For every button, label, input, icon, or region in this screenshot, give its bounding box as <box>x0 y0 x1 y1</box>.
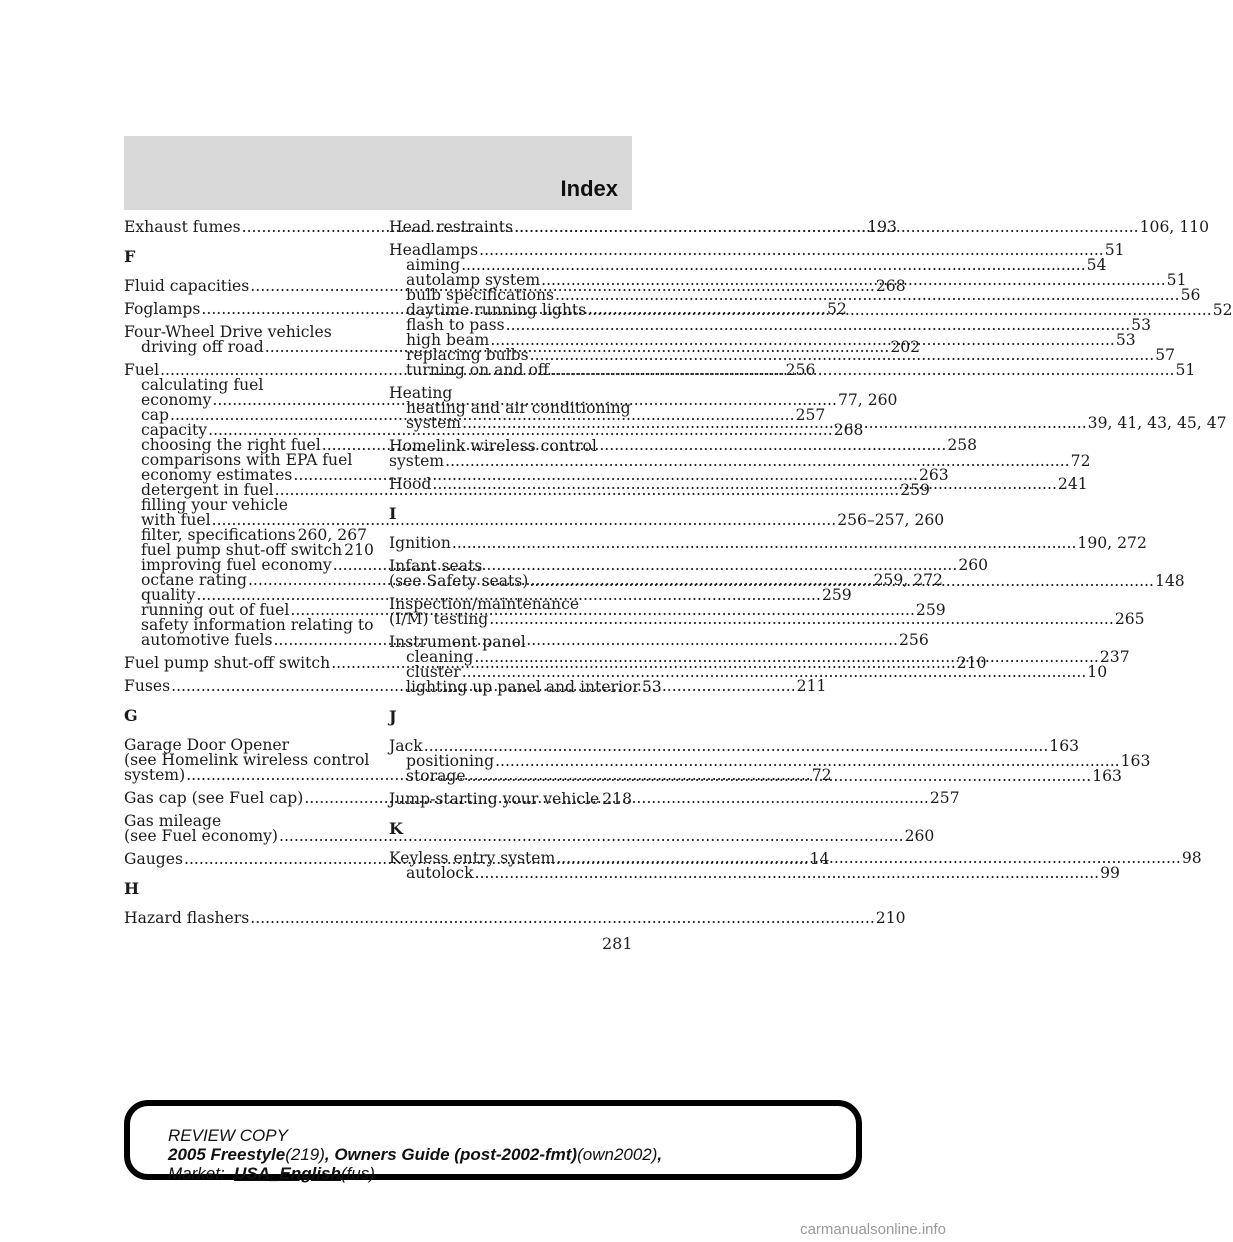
dot-leader <box>462 416 1087 431</box>
entry-term: heating and air conditioning <box>406 399 631 417</box>
entry-term: running out of fuel <box>141 601 290 619</box>
model-name: 2005 Freestyle <box>168 1145 286 1164</box>
entry-term: Ignition <box>389 534 451 552</box>
entry-term: Heating <box>389 384 453 402</box>
index-entry-line <box>389 534 1147 552</box>
entry-page-ref: 259 <box>915 601 946 619</box>
entry-page-ref: 53 <box>1115 331 1136 349</box>
entry-term: bulb specifications <box>406 286 555 304</box>
entry-term: (see Fuel economy) <box>124 827 278 845</box>
guide-code: (own2002) <box>577 1145 658 1164</box>
entry-page-ref: 53 <box>1131 316 1152 334</box>
index-entry <box>389 534 1147 552</box>
entry-page-ref: 10 <box>1087 663 1108 681</box>
entry-page-ref: 106, 110 <box>1139 218 1210 236</box>
entry-page-ref: 260, 267 <box>297 526 368 544</box>
page-number: 281 <box>602 934 633 953</box>
entry-term: Fuses <box>124 677 171 695</box>
entry-page-ref: 257 <box>929 789 960 807</box>
entry-term: Homelink wireless control <box>389 437 597 455</box>
entry-term: autolock <box>406 864 474 882</box>
entry-page-ref: 265 <box>1114 610 1145 628</box>
entry-page-ref: 163 <box>1092 767 1122 785</box>
entry-page-ref: 258 <box>947 436 978 454</box>
index-entry-line <box>389 792 632 807</box>
entry-term: filter, specifications <box>141 526 296 544</box>
entry-page-ref: 202 <box>890 338 921 356</box>
entry-page-ref: 51 <box>1175 361 1196 379</box>
entry-term: quality <box>141 586 196 604</box>
entry-page-ref: 241 <box>1057 475 1088 493</box>
entry-page-ref: 268 <box>833 421 864 439</box>
entry-term: flash to pass <box>406 316 505 334</box>
guide-name: , Owners Guide (post-2002-fmt) <box>324 1145 578 1164</box>
dot-leader <box>489 612 1114 627</box>
entry-term: system) <box>124 766 186 784</box>
entry-term: Head restraints <box>389 218 514 236</box>
dot-leader <box>514 220 1139 235</box>
entry-page-ref: 218 <box>602 790 632 808</box>
entry-page-ref: 51 <box>1166 271 1187 289</box>
dot-leader <box>529 571 1154 589</box>
entry-page-ref: 257 <box>795 406 826 424</box>
entry-term: turning on and off <box>406 361 549 379</box>
entry-term: (I/M) testing <box>389 610 489 628</box>
entry-term: autolamp system <box>406 271 541 289</box>
index-letter-heading: F <box>124 247 136 266</box>
entry-page-ref: 256 <box>899 631 929 649</box>
entry-page-ref: 53 <box>641 678 662 696</box>
index-entry-line <box>124 827 935 845</box>
dot-leader <box>550 363 1175 378</box>
entry-term: Keyless entry system <box>389 849 556 867</box>
index-entry <box>124 909 906 927</box>
market-label: Market: <box>168 1164 225 1183</box>
entry-page-ref: 163 <box>1120 752 1151 770</box>
entry-term: Fluid capacities <box>124 277 250 295</box>
index-subentry-line <box>389 678 662 696</box>
entry-term: economy <box>141 391 212 409</box>
market-code: (fus) <box>340 1164 375 1183</box>
index-letter-heading: I <box>389 504 397 523</box>
entry-term: detergent in fuel <box>141 481 274 499</box>
entry-term: with fuel <box>141 511 211 529</box>
entry-page-ref: 56 <box>1180 286 1201 304</box>
index-letter-heading: J <box>389 707 397 726</box>
entry-page-ref: 98 <box>1181 849 1202 867</box>
entry-term: driving off road <box>141 338 264 356</box>
entry-page-ref: 39, 41, 43, 45, 47 <box>1087 414 1227 432</box>
entry-page-ref: 77, 260 <box>837 391 898 409</box>
market-name: USA_English <box>234 1164 341 1183</box>
entry-term: cap <box>141 406 170 424</box>
entry-page-ref: 99 <box>1100 864 1120 882</box>
dot-leader <box>445 454 1070 469</box>
entry-term: Foglamps <box>124 300 201 318</box>
entry-term: comparisons with EPA fuel <box>141 451 353 469</box>
entry-page-ref: 268 <box>875 277 906 295</box>
index-letter-heading: H <box>124 879 140 898</box>
entry-term: system <box>389 452 445 470</box>
entry-page-ref: 263 <box>918 466 949 484</box>
entry-term: Fuel <box>124 361 160 379</box>
entry-term: automotive fuels <box>141 631 273 649</box>
entry-term: replacing bulbs <box>406 346 529 364</box>
entry-page-ref: 163 <box>1049 737 1080 755</box>
dot-leader <box>250 911 875 926</box>
entry-page-ref: 72 <box>811 766 832 784</box>
entry-term: Exhaust fumes <box>124 218 241 236</box>
entry-page-ref: 52 <box>1212 301 1233 319</box>
dot-leader <box>475 866 1100 881</box>
entry-term: cleaning <box>406 648 474 666</box>
entry-term: calculating fuel <box>141 376 264 394</box>
watermark: carmanualsonline.info <box>800 1221 946 1238</box>
model-line <box>168 1145 662 1164</box>
entry-term: capacity <box>141 421 208 439</box>
entry-term: Jack <box>389 737 423 755</box>
entry-term: positioning <box>406 752 495 770</box>
entry-term: safety information relating to <box>141 616 374 634</box>
header-band <box>124 136 632 210</box>
entry-page-ref: 260 <box>904 827 935 845</box>
dot-leader <box>600 792 601 807</box>
index-entry <box>389 792 632 807</box>
market-line <box>168 1164 662 1183</box>
index-letter-heading: K <box>389 819 403 838</box>
entry-page-ref: 57 <box>1155 346 1176 364</box>
entry-term: storage <box>406 767 466 785</box>
entry-page-ref: 256 <box>785 361 816 379</box>
entry-page-ref: 54 <box>1086 256 1107 274</box>
index-entry <box>124 812 935 845</box>
entry-term: octane rating <box>141 571 247 589</box>
entry-term: aiming <box>406 256 461 274</box>
review-footer <box>168 1126 662 1183</box>
dot-leader <box>452 536 1077 551</box>
entry-page-ref: 237 <box>1099 648 1130 666</box>
dot-leader <box>467 766 1092 784</box>
entry-term: (see Homelink wireless control <box>124 751 370 769</box>
entry-page-ref: 52 <box>826 300 847 318</box>
index-entry-line <box>124 909 906 927</box>
entry-term: Gauges <box>124 850 184 868</box>
entry-page-ref: 256–257, 260 <box>837 511 945 529</box>
entry-term: Infant seats <box>389 557 483 575</box>
entry-term: Inspection/maintenance <box>389 595 580 613</box>
entry-term: Instrument panel <box>389 633 526 651</box>
entry-term: Four-Wheel Drive vehicles <box>124 323 332 341</box>
entry-page-ref: 259 <box>821 586 852 604</box>
entry-page-ref: 190, 272 <box>1077 534 1147 552</box>
index-subentry-line <box>389 864 1120 882</box>
entry-term: daytime running lights <box>406 301 587 319</box>
entry-term: Gas mileage <box>124 812 222 830</box>
entry-page-ref: 210 <box>956 654 987 672</box>
entry-term: Garage Door Opener <box>124 736 290 754</box>
entry-page-ref: 72 <box>1070 452 1091 470</box>
index-letter-heading: G <box>124 706 138 725</box>
entry-page-ref: 210 <box>344 541 374 559</box>
model-line-comma: , <box>657 1145 663 1164</box>
entry-term: Hood <box>389 475 432 493</box>
entry-term: lighting up panel and interior <box>406 678 640 696</box>
entry-term: fuel pump shut-off switch <box>141 541 343 559</box>
entry-page-ref: 148 <box>1154 572 1185 590</box>
entry-term: system <box>406 414 462 432</box>
entry-term: Hazard flashers <box>124 909 250 927</box>
entry-term: Jump-starting your vehicle <box>389 790 600 808</box>
review-copy-label: REVIEW COPY <box>168 1126 288 1145</box>
entry-term: Gas cap (see Fuel cap) <box>124 789 304 807</box>
entry-page-ref: 260 <box>958 556 989 574</box>
entry-page-ref: 51 <box>1104 241 1125 259</box>
entry-page-ref: 193 <box>867 218 897 236</box>
entry-page-ref: 211 <box>796 677 827 695</box>
entry-term: cluster <box>406 663 461 681</box>
entry-term: Headlamps <box>389 241 479 259</box>
entry-term: improving fuel economy <box>141 556 332 574</box>
entry-page-ref: 14 <box>809 850 830 868</box>
entry-term: economy estimates <box>141 466 293 484</box>
entry-term: Fuel pump shut-off switch <box>124 654 331 672</box>
entry-term: high beam <box>406 331 490 349</box>
entry-page-ref: 210 <box>875 909 906 927</box>
entry-page-ref: 259, 272 <box>873 571 943 589</box>
section-title: Index <box>560 176 618 201</box>
entry-page-ref: 259 <box>900 481 930 499</box>
entry-term: filling your vehicle <box>141 496 289 514</box>
model-code: (219) <box>285 1145 325 1164</box>
entry-term: (see Safety seats) <box>389 572 529 590</box>
entry-term: choosing the right fuel <box>141 436 321 454</box>
index-entry-line <box>389 452 1091 470</box>
dot-leader <box>432 477 1057 492</box>
